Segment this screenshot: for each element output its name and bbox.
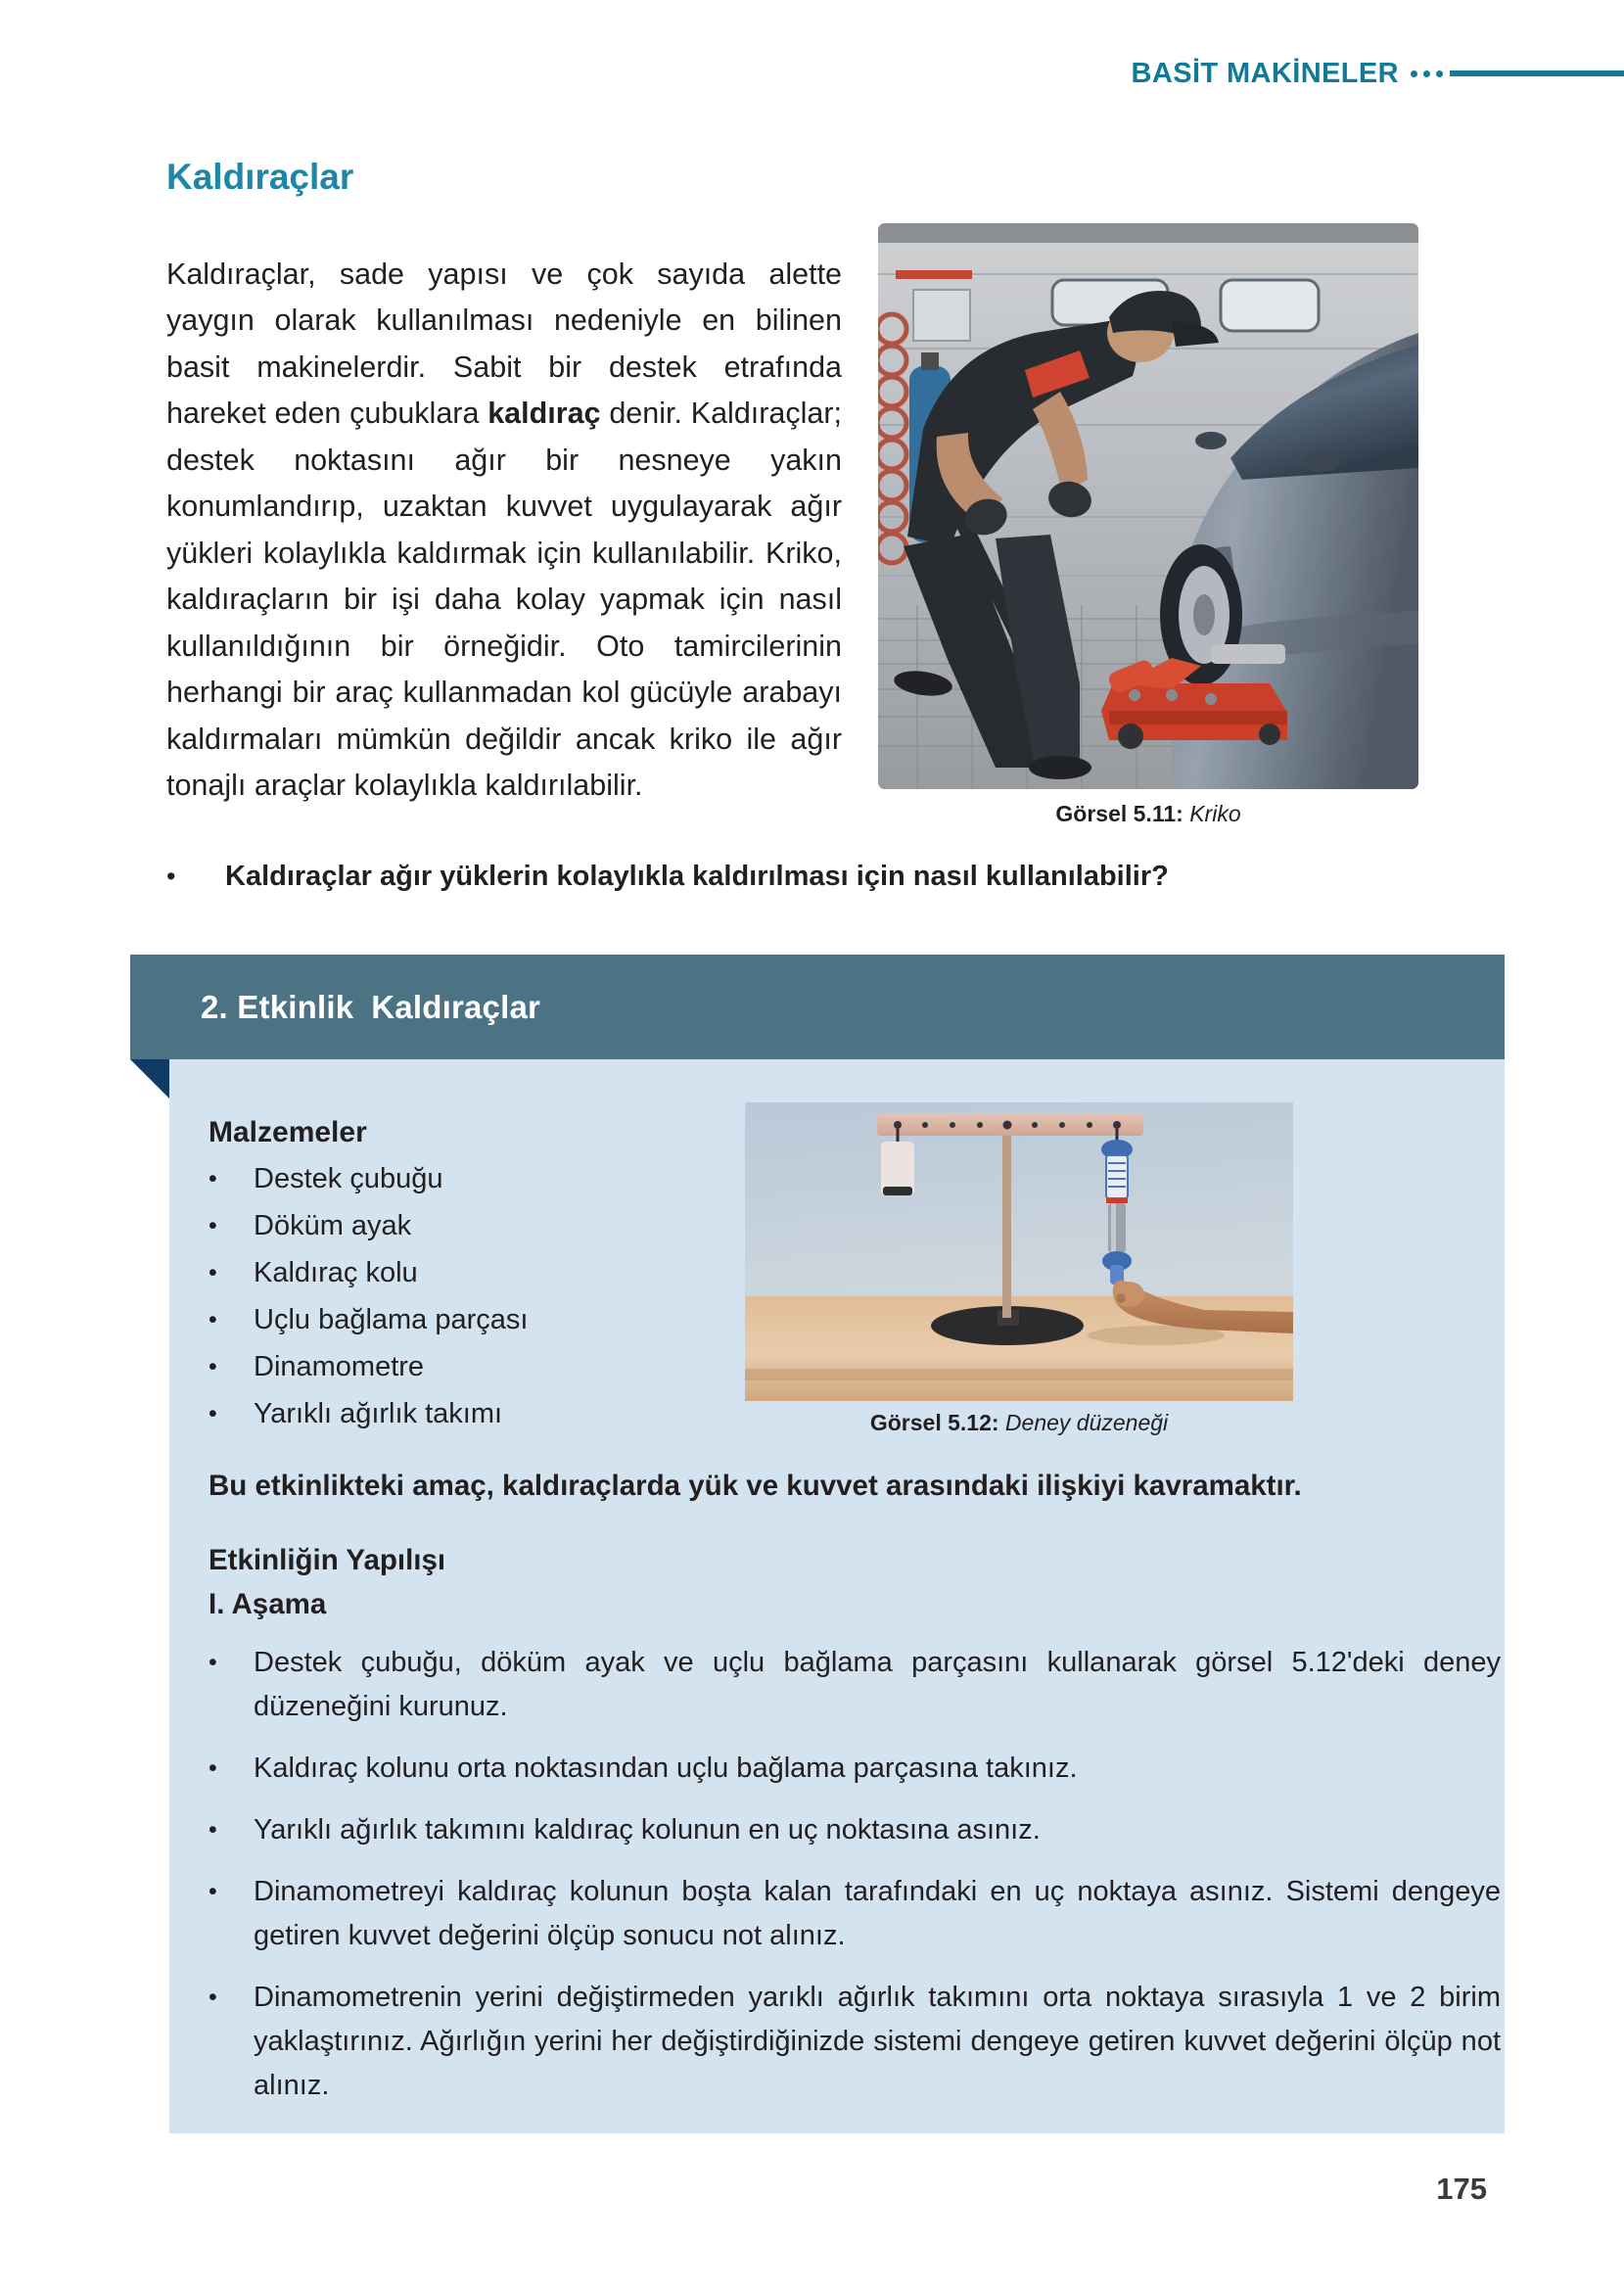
material-label: Kaldıraç kolu [254, 1257, 418, 1288]
activity-panel [169, 1059, 1505, 2133]
intro-keyword: kaldıraç [487, 397, 601, 430]
material-label: Destek çubuğu [254, 1163, 443, 1194]
figure-kriko-image [878, 223, 1418, 789]
activity-procedure [209, 1539, 1501, 2108]
activity-number: 2. Etkinlik [201, 988, 354, 1025]
figure-kriko-caption-name: Kriko [1189, 801, 1241, 826]
bullet-icon: • [209, 1400, 217, 1427]
page-number: 175 [1436, 2172, 1487, 2206]
figure-deney-caption-label: Görsel 5.12: [869, 1410, 999, 1435]
intro-column [166, 221, 842, 839]
materials-list [209, 1155, 727, 1437]
list-item [209, 1202, 727, 1249]
list-item [209, 1155, 727, 1202]
list-item [209, 1747, 1501, 1791]
bullet-icon: • [209, 1353, 217, 1380]
figure-kriko-caption [878, 801, 1418, 827]
figure-deney-image [745, 1102, 1293, 1401]
materials-block [209, 1116, 727, 1437]
review-question [166, 857, 1439, 896]
stage-heading: I. Aşama [209, 1588, 327, 1620]
list-item [209, 1343, 727, 1390]
list-item [209, 1390, 727, 1437]
material-label: Yarıklı ağırlık takımı [254, 1398, 503, 1429]
step-text: Dinamometrenin yerini değiştirmeden yarıklı ağırlık takımını orta noktaya sırasıyla 1 ve 2 birim yaklaştırınız. Ağırlığın yerini her değiştirdiğinizde sistemi dengeye getiren kuvvet değerini ölçüp not alınız. [254, 1982, 1501, 2101]
procedure-list [209, 1641, 1501, 2108]
bullet-icon: • [209, 1754, 217, 1782]
step-text: Kaldıraç kolunu orta noktasından uçlu bağlama parçasına takınız. [254, 1753, 1078, 1784]
bullet-icon: • [209, 1649, 217, 1676]
bullet-icon: • [209, 1212, 217, 1239]
intro-part2: denir. Kaldıraçlar; destek noktasını ağır bir nesneye yakın konumlandırıp, uzaktan kuvvet uygulayarak ağır yükleri kolaylıkla kaldırmak için kullanılabilir. Kriko, kaldıraçların bir işi daha kolay yapmak için nasıl kullanıldığının bir örneğidir. Oto tamircilerinin herhangi bir araç kullanmadan kol gücüyle arabayı kaldırmaları mümkün değildir ancak kriko ile ağır tonajlı araçlar kolaylıkla kaldırılabilir. [166, 397, 842, 802]
bullet-icon: • [209, 1165, 217, 1192]
intro-paragraph [166, 252, 842, 810]
review-question-text: Kaldıraçlar ağır yüklerin kolaylıkla kaldırılması için nasıl kullanılabilir? [225, 861, 1169, 892]
running-header [0, 51, 1624, 96]
materials-heading: Malzemeler [209, 1116, 367, 1148]
material-label: Uçlu bağlama parçası [254, 1304, 529, 1335]
bullet-icon: • [209, 1816, 217, 1844]
activity-title: Kaldıraçlar [371, 988, 541, 1025]
bullet-icon: • [209, 1306, 217, 1333]
intro-part1: Kaldıraçlar, sade yapısı ve çok sayıda alette yaygın olarak kullanılması nedeniyle en bilinen basit makinelerdir. Sabit bir destek etrafında hareket eden çubuklara [166, 257, 842, 430]
page-title: Kaldıraçlar [166, 157, 354, 197]
activity-purpose: Bu etkinlikteki amaç, kaldıraçlarda yük ve kuvvet arasındaki ilişkiyi kavramaktır. [209, 1470, 1302, 1502]
header-rule [1450, 70, 1624, 76]
procedure-heading: Etkinliğin Yapılışı [209, 1544, 446, 1576]
material-label: Dinamometre [254, 1351, 425, 1382]
bullet-icon: • [209, 1259, 217, 1286]
list-item [209, 1976, 1501, 2108]
step-text: Destek çubuğu, döküm ayak ve uçlu bağlama parçasını kullanarak görsel 5.12'deki deney düzeneğini kurunuz. [254, 1647, 1501, 1722]
kriko-illustration [878, 223, 1418, 789]
running-header-title: BASİT MAKİNELER [1131, 57, 1399, 89]
ellipsis-icon [1411, 70, 1443, 77]
step-text: Yarıklı ağırlık takımını kaldıraç kolunun en uç noktasına asınız. [254, 1814, 1041, 1846]
list-item [209, 1870, 1501, 1958]
figure-deney-caption-name: Deney düzeneği [1004, 1410, 1169, 1435]
bullet-icon: • [209, 1878, 217, 1905]
figure-kriko-caption-label: Görsel 5.11: [1055, 801, 1183, 826]
bullet-icon: • [209, 1984, 217, 2011]
figure-deney-caption [745, 1410, 1293, 1436]
activity-banner-text [201, 989, 540, 1026]
list-item [209, 1808, 1501, 1852]
step-text: Dinamometreyi kaldıraç kolunun boşta kalan tarafındaki en uç noktaya asınız. Sistemi dengeye getiren kuvvet değerini ölçüp sonucu not alınız. [254, 1876, 1501, 1951]
deney-illustration [745, 1102, 1293, 1401]
banner-fold-corner [130, 1059, 169, 1099]
material-label: Döküm ayak [254, 1210, 412, 1241]
list-item [209, 1296, 727, 1343]
list-item [209, 1249, 727, 1296]
bullet-icon: • [166, 862, 176, 891]
activity-banner [130, 955, 1505, 1059]
list-item [209, 1641, 1501, 1729]
